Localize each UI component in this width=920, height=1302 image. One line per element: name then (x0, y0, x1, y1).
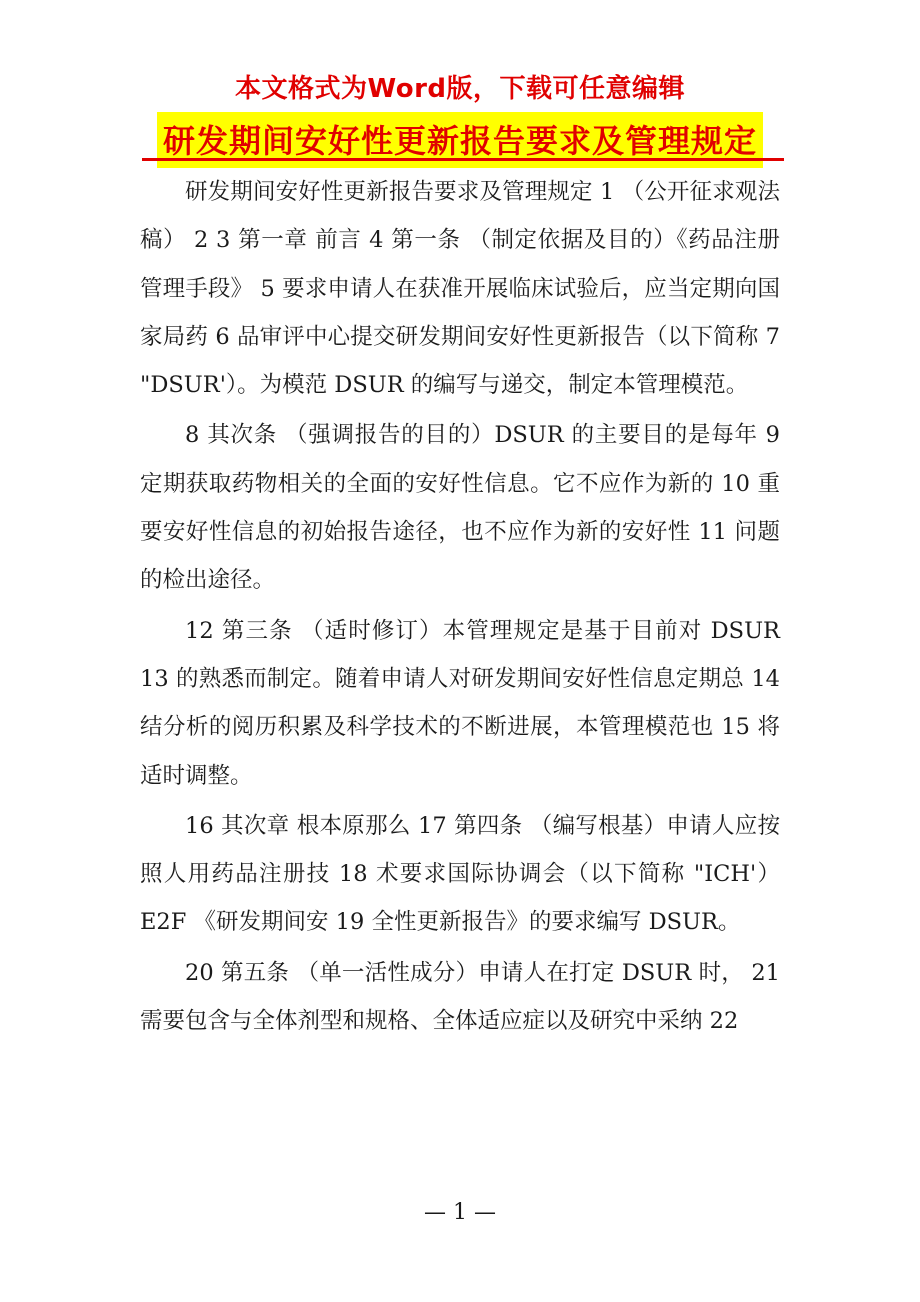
paragraph-5: 20 第五条 （单一活性成分）申请人在打定 DSUR 时， 21 需要包含与全体剂型和规格、全体适应症以及研究中采纳 22 (140, 959, 780, 1035)
page-number: — 1 — (424, 1200, 496, 1225)
download-notice: 本文格式为Word版，下载可任意编辑 (234, 74, 686, 104)
paragraph-1: 研发期间安好性更新报告要求及管理规定 1 （公开征求观法稿） 2 3 第一章 前言 4 第一条 （制定依据及目的）《药品注册管理手段》 5 要求申请人在获准开展临床试验后，应当定期向国家局药 6 品审评中心提交研发期间安好性更新报告（以下简称 7 "DSUR'）。为模范 DSUR 的编写与递交，制定本管理模范。 (140, 179, 780, 399)
document-body (140, 168, 780, 1047)
paragraph-4: 16 其次章 根本原那么 17 第四条 （编写根基）申请人应按照人用药品注册技 18 术要求国际协调会（以下简称 "ICH'）E2F 《研发期间安 19 全性更新报告》的要求编写 DSUR。 (140, 812, 780, 936)
paragraph-3: 12 第三条 （适时修订）本管理规定是基于目前对 DSUR 13 的熟悉而制定。随着申请人对研发期间安好性信息定期总 14 结分析的阅历积累及科学技术的不断进展，本管理模范也 15 将适时调整。 (140, 617, 780, 789)
title-underline (142, 158, 784, 161)
document-title: 研发期间安好性更新报告要求及管理规定 (157, 112, 763, 168)
paragraph-2: 8 其次条 （强调报告的目的）DSUR 的主要目的是每年 9 定期获取药物相关的全面的安好性信息。它不应作为新的 10 重要安好性信息的初始报告途径，也不应作为新的安好性 11 问题的检出途径。 (140, 422, 780, 594)
